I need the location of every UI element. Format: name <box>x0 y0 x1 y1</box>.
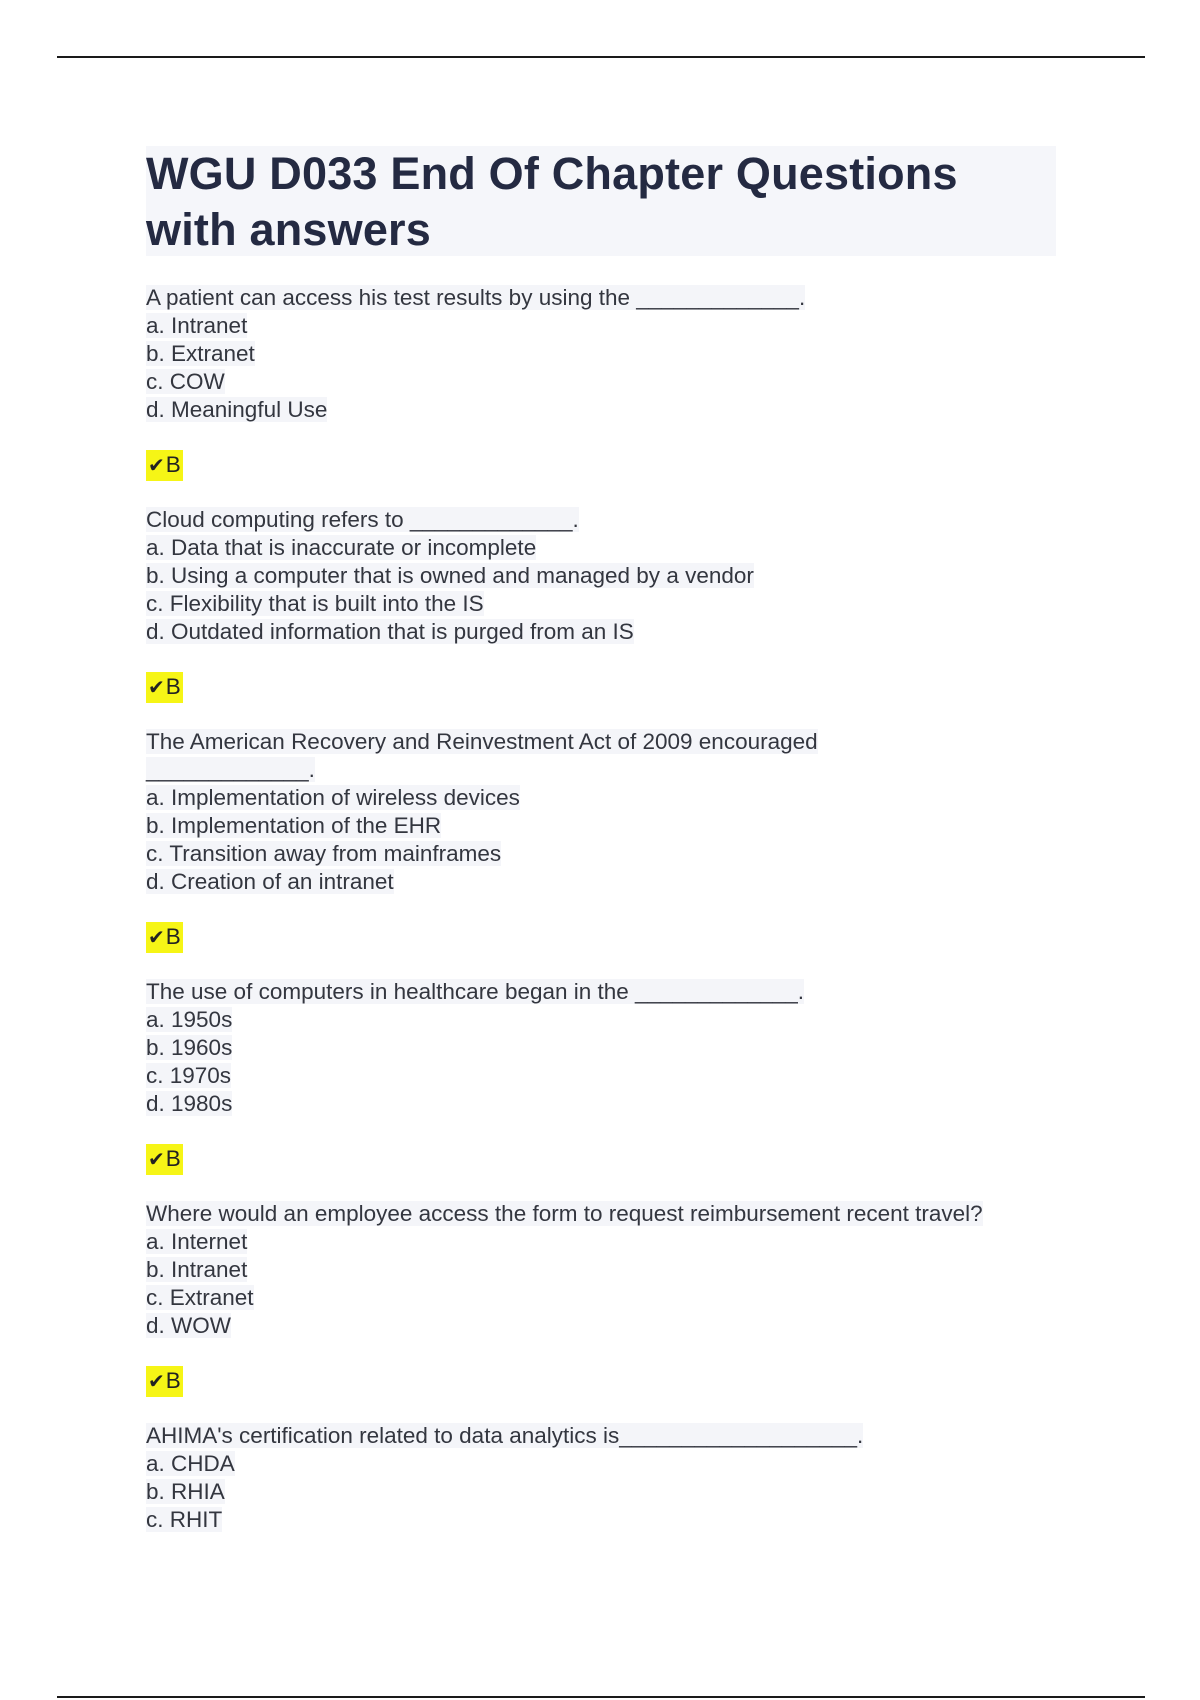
question-text <box>146 284 1056 312</box>
question-line <box>146 1062 1056 1090</box>
question-line <box>146 562 1056 590</box>
answer-option: c. COW <box>146 369 225 394</box>
title-block <box>146 146 1056 256</box>
checkmark-icon: ✔ <box>148 1149 165 1171</box>
question-line <box>146 1478 1056 1506</box>
question-line <box>146 590 1056 618</box>
question-line <box>146 368 1056 396</box>
question-line <box>146 784 1056 812</box>
question-line <box>146 1312 1056 1340</box>
answer-option: c. RHIT <box>146 1507 223 1532</box>
question-line <box>146 812 1056 840</box>
title-line-2: with answers <box>146 204 431 255</box>
question-line <box>146 396 1056 424</box>
answer-letter: B <box>165 1146 181 1171</box>
answer-letter: B <box>165 1368 181 1393</box>
answer-option: c. Transition away from mainframes <box>146 841 502 866</box>
question-text <box>146 1422 1056 1450</box>
checkmark-icon: ✔ <box>148 1371 165 1393</box>
answer-letter: B <box>165 452 181 477</box>
document-title <box>146 146 1056 258</box>
question-block <box>146 284 1056 480</box>
header-rule <box>57 56 1145 58</box>
checkmark-icon: ✔ <box>148 677 165 699</box>
answer-option: d. Creation of an intranet <box>146 869 394 894</box>
answer-option: a. CHDA <box>146 1451 235 1476</box>
correct-answer <box>146 1144 1056 1174</box>
correct-answer <box>146 1366 1056 1396</box>
question-stem: A patient can access his test results by using the _____________. <box>146 285 806 310</box>
answer-option: d. Outdated information that is purged from an IS <box>146 619 634 644</box>
question-block <box>146 1200 1056 1396</box>
checkmark-icon: ✔ <box>148 927 165 949</box>
question-block <box>146 1422 1056 1534</box>
question-line <box>146 312 1056 340</box>
answer-option: c. Extranet <box>146 1285 254 1310</box>
correct-answer <box>146 922 1056 952</box>
answer-option: d. Meaningful Use <box>146 397 328 422</box>
question-line <box>146 1506 1056 1534</box>
answer-letter: B <box>165 924 181 949</box>
answer-option: b. RHIA <box>146 1479 225 1504</box>
question-stem: Where would an employee access the form to request reimbursement recent travel? <box>146 1201 983 1226</box>
answer-option: a. Intranet <box>146 313 248 338</box>
answer-option: b. Extranet <box>146 341 255 366</box>
answer-letter: B <box>165 674 181 699</box>
question-block <box>146 978 1056 1174</box>
question-line <box>146 534 1056 562</box>
answer-option: a. 1950s <box>146 1007 233 1032</box>
answer-option: c. 1970s <box>146 1063 232 1088</box>
answer-option: d. 1980s <box>146 1091 233 1116</box>
footer-rule <box>57 1696 1145 1698</box>
answer-badge <box>146 1366 183 1397</box>
question-stem: The American Recovery and Reinvestment Act of 2009 encouraged <box>146 729 818 754</box>
question-block <box>146 506 1056 702</box>
answer-option: b. 1960s <box>146 1035 233 1060</box>
answer-option: a. Internet <box>146 1229 248 1254</box>
question-text <box>146 1200 1056 1228</box>
question-line <box>146 1034 1056 1062</box>
question-line <box>146 868 1056 896</box>
title-line-1: WGU D033 End Of Chapter Questions <box>146 148 958 199</box>
answer-option: d. WOW <box>146 1313 231 1338</box>
question-line <box>146 1228 1056 1256</box>
question-line <box>146 756 1056 784</box>
question-stem: AHIMA's certification related to data analytics is___________________. <box>146 1423 864 1448</box>
answer-badge <box>146 1144 183 1175</box>
answer-option: b. Implementation of the EHR <box>146 813 442 838</box>
question-stem: The use of computers in healthcare began in the _____________. <box>146 979 804 1004</box>
correct-answer <box>146 450 1056 480</box>
answer-badge <box>146 672 183 703</box>
answer-option: a. Implementation of wireless devices <box>146 785 520 810</box>
checkmark-icon: ✔ <box>148 455 165 477</box>
question-text <box>146 506 1056 534</box>
question-line <box>146 1090 1056 1118</box>
answer-option: a. Data that is inaccurate or incomplete <box>146 535 537 560</box>
question-text <box>146 728 1056 756</box>
question-list <box>146 284 1056 1534</box>
question-line <box>146 1256 1056 1284</box>
question-line <box>146 340 1056 368</box>
answer-option: c. Flexibility that is built into the IS <box>146 591 484 616</box>
correct-answer <box>146 672 1056 702</box>
question-line <box>146 1006 1056 1034</box>
document-body <box>146 146 1056 1534</box>
answer-option: _____________. <box>146 757 315 782</box>
question-text <box>146 978 1056 1006</box>
answer-option: b. Intranet <box>146 1257 248 1282</box>
answer-option: b. Using a computer that is owned and managed by a vendor <box>146 563 754 588</box>
question-line <box>146 840 1056 868</box>
question-line <box>146 1450 1056 1478</box>
question-line <box>146 618 1056 646</box>
question-stem: Cloud computing refers to _____________. <box>146 507 579 532</box>
answer-badge <box>146 450 183 481</box>
answer-badge <box>146 922 183 953</box>
question-line <box>146 1284 1056 1312</box>
question-block <box>146 728 1056 952</box>
